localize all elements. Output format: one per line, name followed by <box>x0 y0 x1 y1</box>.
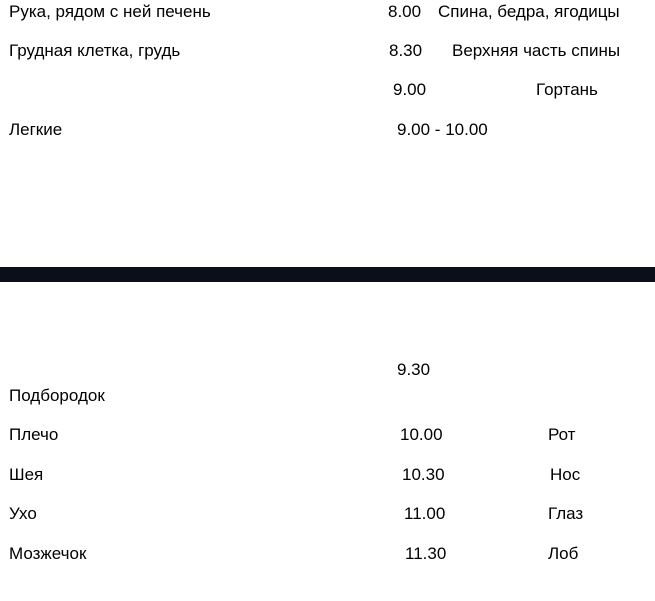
body-part-left: Грудная клетка, грудь <box>9 41 181 60</box>
time-label: 9.00 <box>393 80 427 99</box>
body-part-right: Лоб <box>548 544 579 563</box>
time-label: 11.30 <box>405 544 447 563</box>
time-label: 8.30 <box>389 41 423 60</box>
body-part-left: Шея <box>9 465 44 484</box>
divider-bar <box>0 267 655 282</box>
body-part-left: Рука, рядом с ней печень <box>9 2 211 21</box>
time-label: 9.00 - 10.00 <box>397 120 488 139</box>
body-part-left: Легкие <box>9 120 63 139</box>
body-part-right: Верхняя часть спины <box>452 41 621 60</box>
body-part-right: Нос <box>550 465 581 484</box>
time-label: 11.00 <box>404 504 446 523</box>
body-part-left: Плечо <box>9 425 59 444</box>
time-label: 9.30 <box>397 360 431 379</box>
time-label: 10.00 <box>400 425 443 444</box>
time-label: 8.00 <box>388 2 422 21</box>
body-part-right: Глаз <box>548 504 584 523</box>
time-label: 10.30 <box>402 465 445 484</box>
body-part-right: Спина, бедра, ягодицы <box>438 2 620 21</box>
body-part-left: Мозжечок <box>9 544 87 563</box>
body-part-left: Подбородок <box>9 386 105 405</box>
body-part-right: Гортань <box>536 80 598 99</box>
body-part-left: Ухо <box>9 504 37 523</box>
body-part-right: Рот <box>548 425 576 444</box>
